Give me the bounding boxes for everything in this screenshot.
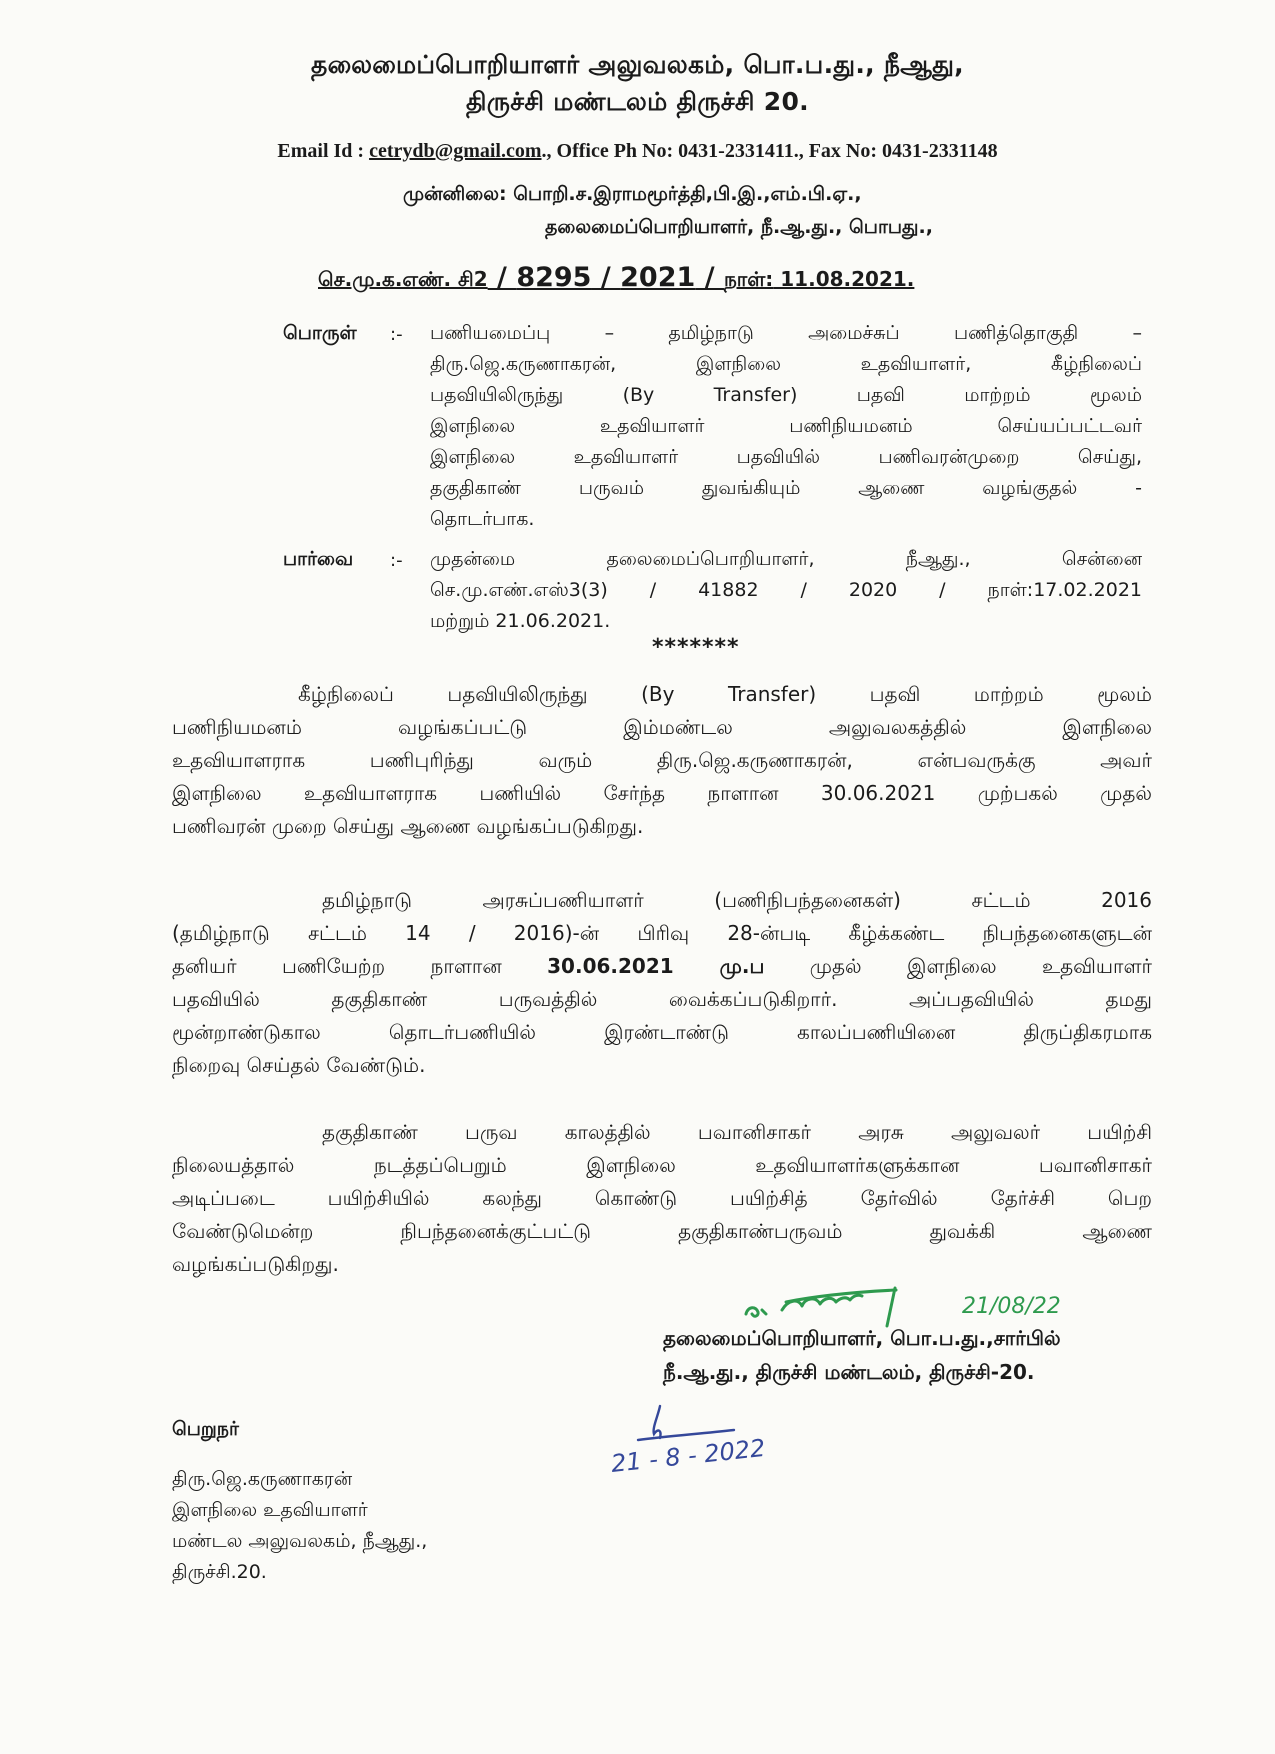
office-title-line2: திருச்சி மண்டலம் திருச்சி 20. <box>466 87 809 116</box>
p2-l3-part-a: தனியர் பணியேற்ற நாளான <box>172 954 502 978</box>
subject-line: பதவியிலிருந்து (By Transfer) பதவி மாற்றம் மூலம் <box>430 384 1142 406</box>
subject-line: இளநிலை உதவியாளர் பணிநியமனம் செய்யப்பட்டவர் <box>430 415 1142 437</box>
p2-l3-part-c: முதல் இளநிலை உதவியாளர் <box>809 954 1153 978</box>
paragraph-1 <box>172 678 1152 843</box>
paragraph-line: மூன்றாண்டுகால தொடர்பணியில் இரண்டாண்டு காலப்பணியினை திருப்திகரமாக <box>172 1020 1152 1044</box>
reference-docs-label: பார்வை <box>283 548 354 570</box>
paragraph-line: தகுதிகாண் பருவ காலத்தில் பவானிசாகர் அரசு அலுவலர் பயிற்சி <box>322 1120 1152 1144</box>
paragraph-line: தமிழ்நாடு அரசுப்பணியாளர் (பணிநிபந்தனைகள்) சட்டம் 2016 <box>322 888 1152 912</box>
paragraph-line: வேண்டுமென்ற நிபந்தனைக்குட்பட்டு தகுதிகாண்பருவம் துவக்கி ஆணை <box>172 1219 1152 1243</box>
ref-slash-2: / <box>591 262 621 293</box>
blue-ink-date: 21 - 8 - 2022 <box>609 1433 767 1478</box>
ref-slash-1: / <box>487 262 517 293</box>
reference-doc-line: மற்றும் 21.06.2021. <box>430 610 611 632</box>
reference-doc-line: செ.மு.எண்.எஸ்3(3) / 41882 / 2020 / நாள்:17.02.2021 <box>430 579 1142 601</box>
ref-date: 11.08.2021. <box>773 267 915 291</box>
paragraph-line: கீழ்நிலைப் பதவியிலிருந்து (By Transfer) பதவி மாற்றம் மூலம் <box>298 682 1152 706</box>
ref-number: 8295 <box>516 262 592 293</box>
paragraph-line: நிலையத்தால் நடத்தப்பெறும் இளநிலை உதவியாளர்களுக்கான பவானிசாகர் <box>172 1153 1152 1177</box>
phone-fax: ., Office Ph No: 0431-2331411., Fax No: 0431-2331148 <box>541 140 998 162</box>
ref-year: 2021 <box>620 262 696 293</box>
office-title-line1: தலைமைப்பொறியாளர் அலுவலகம், பொ.ப.து., நீஆது, <box>311 50 964 79</box>
reference-docs-separator: :- <box>390 550 403 571</box>
paragraph-line: உதவியாளராக பணிபுரிந்து வரும் திரு.ஜெ.கருணாகரன், என்பவருக்கு அவர் <box>172 748 1152 772</box>
paragraph-line: பணிநியமனம் வழங்கப்பட்டு இம்மண்டல அலுவலகத்தில் இளநிலை <box>172 715 1152 739</box>
signature-line2: நீ.ஆ.து., திருச்சி மண்டலம், திருச்சி-20. <box>663 1360 1035 1384</box>
recipient-line: திரு.ஜெ.கருணாகரன் <box>172 1468 353 1490</box>
paragraph-line: பதவியில் தகுதிகாண் பருவத்தில் வைக்கப்படுகிறார். அப்பதவியில் தமது <box>172 987 1152 1011</box>
reference-doc-line: முதன்மை தலைமைப்பொறியாளர், நீஆது., சென்னை <box>430 548 1142 570</box>
email-label: Email Id : <box>277 140 365 162</box>
paragraph-3 <box>172 1116 1152 1281</box>
subject-label: பொருள் <box>283 322 357 344</box>
green-note-date: 21/08/22 <box>962 1294 1061 1319</box>
reference-number <box>318 262 914 294</box>
paragraph-line <box>172 950 1152 983</box>
recipient-label: பெறுநர் <box>172 1418 239 1440</box>
recipient-block <box>172 1464 427 1588</box>
paragraph-line: வழங்கப்படுகிறது. <box>172 1252 339 1276</box>
paragraph-line: இளநிலை உதவியாளராக பணியில் சேர்ந்த நாளான 30.06.2021 முற்பகல் முதல் <box>172 781 1152 805</box>
subject-text <box>430 318 1142 535</box>
presence-line1: முன்னிலை: பொறி.ச.இராமமூர்த்தி,பி.இ.,எம்.பி.ஏ., <box>403 183 862 205</box>
paragraph-line: (தமிழ்நாடு சட்டம் 14 / 2016)-ன் பிரிவு 28-ன்படி கீழ்க்கண்ட நிபந்தனைகளுடன் <box>172 921 1152 945</box>
probation-start-date: 30.06.2021 மு.ப <box>547 954 765 978</box>
paragraph-2 <box>172 884 1152 1082</box>
subject-line: தொடர்பாக. <box>430 508 535 530</box>
blue-ink-acknowledgement <box>600 1394 800 1494</box>
subject-line: திரு.ஜெ.கருணாகரன், இளநிலை உதவியாளர், கீழ்நிலைப் <box>430 353 1142 375</box>
reference-docs-text <box>430 544 1142 637</box>
subject-line: தகுதிகாண் பருவம் துவங்கியும் ஆணை வழங்குதல் - <box>430 477 1142 499</box>
subject-line: பணியமைப்பு – தமிழ்நாடு அமைச்சுப் பணித்தொகுதி – <box>430 322 1142 344</box>
email-link[interactable]: cetrydb@gmail.com <box>369 140 542 162</box>
subject-separator: :- <box>390 324 403 345</box>
subject-line: இளநிலை உதவியாளர் பதவியில் பணிவரன்முறை செய்து, <box>430 446 1142 468</box>
recipient-line: இளநிலை உதவியாளர் <box>172 1499 368 1521</box>
section-divider-stars: ******* <box>652 635 740 660</box>
ref-date-label: நாள்: <box>723 267 774 291</box>
paragraph-line: அடிப்படை பயிற்சியில் கலந்து கொண்டு பயிற்சித் தேர்வில் தேர்ச்சி பெற <box>172 1186 1152 1210</box>
signature-line1: தலைமைப்பொறியாளர், பொ.ப.து.,சார்பில் <box>663 1326 1061 1350</box>
paragraph-line: பணிவரன் முறை செய்து ஆணை வழங்கப்படுகிறது. <box>172 814 644 838</box>
recipient-line: திருச்சி.20. <box>172 1561 267 1583</box>
presence-line2: தலைமைப்பொறியாளர், நீ.ஆ.து., பொபது., <box>545 216 933 238</box>
paragraph-line: நிறைவு செய்தல் வேண்டும். <box>172 1053 426 1077</box>
ref-slash-3: / <box>695 262 724 293</box>
contact-line <box>0 140 1275 163</box>
recipient-line: மண்டல அலுவலகம், நீஆது., <box>172 1530 428 1552</box>
ref-prefix: செ.மு.க.எண். சி2 <box>318 267 488 291</box>
